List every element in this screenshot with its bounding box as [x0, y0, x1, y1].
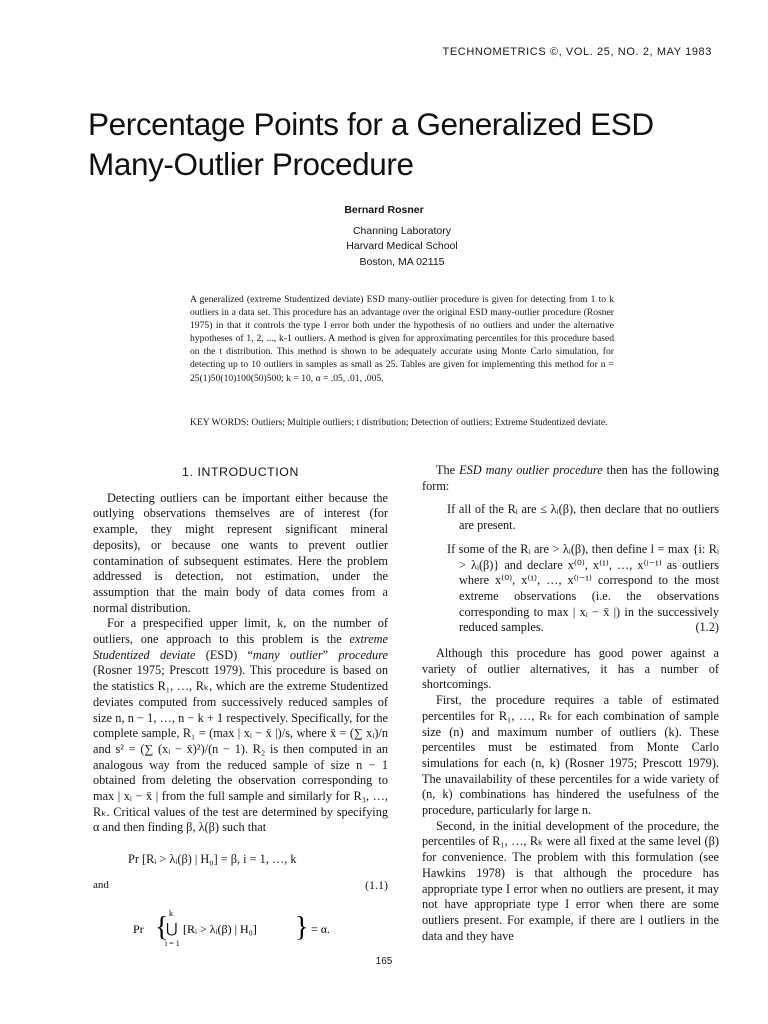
affiliation-line: Channing Laboratory	[352, 224, 452, 237]
eq2-rhs: = α.	[311, 921, 331, 936]
procedure-step	[422, 542, 719, 636]
paper-title: Percentage Points for a Generalized ESD Many-Outlier Procedure	[88, 106, 654, 182]
brace-left-icon: {	[155, 911, 169, 943]
procedure-step-text	[447, 542, 719, 636]
text-run: then has the following form:	[422, 463, 719, 493]
text-run: ”	[322, 647, 339, 662]
paragraph: First, the procedure requires a table of estimated percentiles for R₁, …, Rₖ for each combination of sample size (n) and maximum number of outliers (k). These percentiles must be estimated from Monte Carlo simulations for each (n, k) (Rosner 1975; Prescott 1979). The unavailability of these percentiles for a wide variety of (n, k) combinations has hindered the usefulness of the procedure, particularly for large n.	[422, 693, 719, 818]
equation-number: (1.1)	[365, 878, 388, 893]
equation-number: (1.2)	[695, 620, 719, 635]
paragraph: Detecting outliers can be important either because the outlying observations themselves are of interest (for example, they might represent significant mineral deposits), or because one wants to prevent outlier contamination of subsequent estimates. Here the problem addressed is detection, not estimation, under the assumption that the main body of data comes from a normal distribution.	[93, 490, 388, 615]
text-run: (Rosner 1975; Prescott 1979). This procedure is based on the statistics R₁, …, Rₖ, which are the extreme Studentized deviates computed from successively reduced samples of size n, n − 1, …, n − k + 1 respectively. Specifically, for the complete sample, R₁ = (max | xᵢ − x̄ |)/s, where x̄ = (∑ xᵢ)/n and s² = (∑ (xᵢ − x̄)²)/(n − 1). R₂ is then computed in an analogous way from the reduced sample of size n − 1 obtained from deleting the observation corresponding to max | xᵢ − x̄ | from the full sample and similarly for R₃, …, Rₖ. Critical values of the test are determined by specifying α and then finding β, λ(β) such that	[93, 663, 388, 835]
abstract: A generalized (extreme Studentized deviate) ESD many-outlier procedure is given for detecting from 1 to k outliers in a data set. This procedure has an advantage over the original ESD many-outlier procedure (Rosner 1975) in that it controls the type I error both under the hypothesis of no outliers and under the alternative hypotheses of 1, 2, ..., k-1 outliers. A method is given for approximating percentiles for this procedure based on the t distribution. This method is shown to be adequately accurate using Monte Carlo simulation, for detecting up to 10 outliers in samples as small as 25. Tables are given for implementing this method for n = 25(1)50(10)100(50)500; k = 10, α = .05, .01, .005.	[190, 294, 614, 384]
brace-right-icon: }	[295, 911, 309, 943]
procedure-step	[422, 502, 719, 533]
author-name: Bernard Rosner	[344, 204, 424, 216]
equation-1-1	[93, 850, 388, 870]
paragraph: Although this procedure has good power against a variety of outlier alternatives, it has a number of shortcomings.	[422, 646, 719, 692]
text-run: (ESD) “	[195, 647, 253, 662]
italic-term: ESD many outlier procedure	[459, 463, 603, 477]
affiliation-line: Harvard Medical School	[346, 240, 458, 252]
eq2-pr: Pr	[133, 921, 144, 936]
page-number: 165	[375, 956, 393, 967]
text-run: The	[436, 463, 460, 477]
text-run: For a prespecified upper limit, k, on the number of outliers, one approach to this problem is the	[93, 616, 388, 647]
paragraph: Second, in the initial development of the procedure, the percentiles of R₁, …, Rₖ were all fixed at the same level (β) for convenience. The problem with this formulation (see Hawkins 1978) is that although the procedure has appropriate type I error when no outliers are present, it may not have appropriate type I error when there are some outliers present. For example, if there are l outliers in the data and they have	[422, 818, 719, 943]
keywords-text: Outliers; Multiple outliers; t distribution; Detection of outliers; Extreme Studentized deviate.	[251, 417, 608, 428]
procedure-step-text: If all of the Rᵢ are ≤ λᵢ(β), then declare that no outliers are present.	[447, 502, 719, 533]
left-column	[93, 463, 388, 952]
eq2-upper: k	[169, 908, 173, 918]
author-block	[0, 203, 768, 270]
eq2-body: [Rᵢ > λᵢ(β) | H₀]	[183, 921, 257, 936]
keywords-label: KEY WORDS:	[190, 417, 249, 428]
affiliation-line: Boston, MA 02115	[359, 255, 445, 268]
equation-label-row	[93, 878, 388, 894]
journal-header: TECHNOMETRICS ©, VOL. 25, NO. 2, MAY 1983	[442, 46, 712, 58]
italic-term: procedure	[338, 647, 388, 662]
keywords	[190, 416, 614, 429]
equation-union	[93, 906, 388, 952]
right-column	[422, 463, 719, 944]
and-label: and	[93, 879, 109, 892]
section-heading: 1. INTRODUCTION	[182, 465, 299, 479]
italic-term: many outlier	[252, 647, 323, 662]
union-equation-graphic	[133, 906, 363, 952]
italic-term: extreme Studentized deviate	[93, 632, 388, 662]
paragraph	[422, 463, 719, 494]
text-run: If some of the Rᵢ are > λᵢ(β), then define l = max {i: Rᵢ > λᵢ(β)} and declare x⁽⁰⁾, x⁽¹⁾, …, x⁽ˡ⁻¹⁾ as outliers where x⁽⁰⁾, x⁽¹⁾, …, x⁽ˡ⁻¹⁾ correspond to the most extreme observations (i.e. the observations corresponding to max | xᵢ − x̄ |) in the successively reduced samples.	[447, 541, 719, 635]
equation-text: Pr [Rᵢ > λᵢ(β) | H₀] = β, i = 1, …, k	[128, 852, 297, 867]
eq2-lower: i = 1	[165, 938, 180, 948]
paragraph	[93, 616, 388, 836]
union-icon: ⋃	[166, 920, 178, 937]
